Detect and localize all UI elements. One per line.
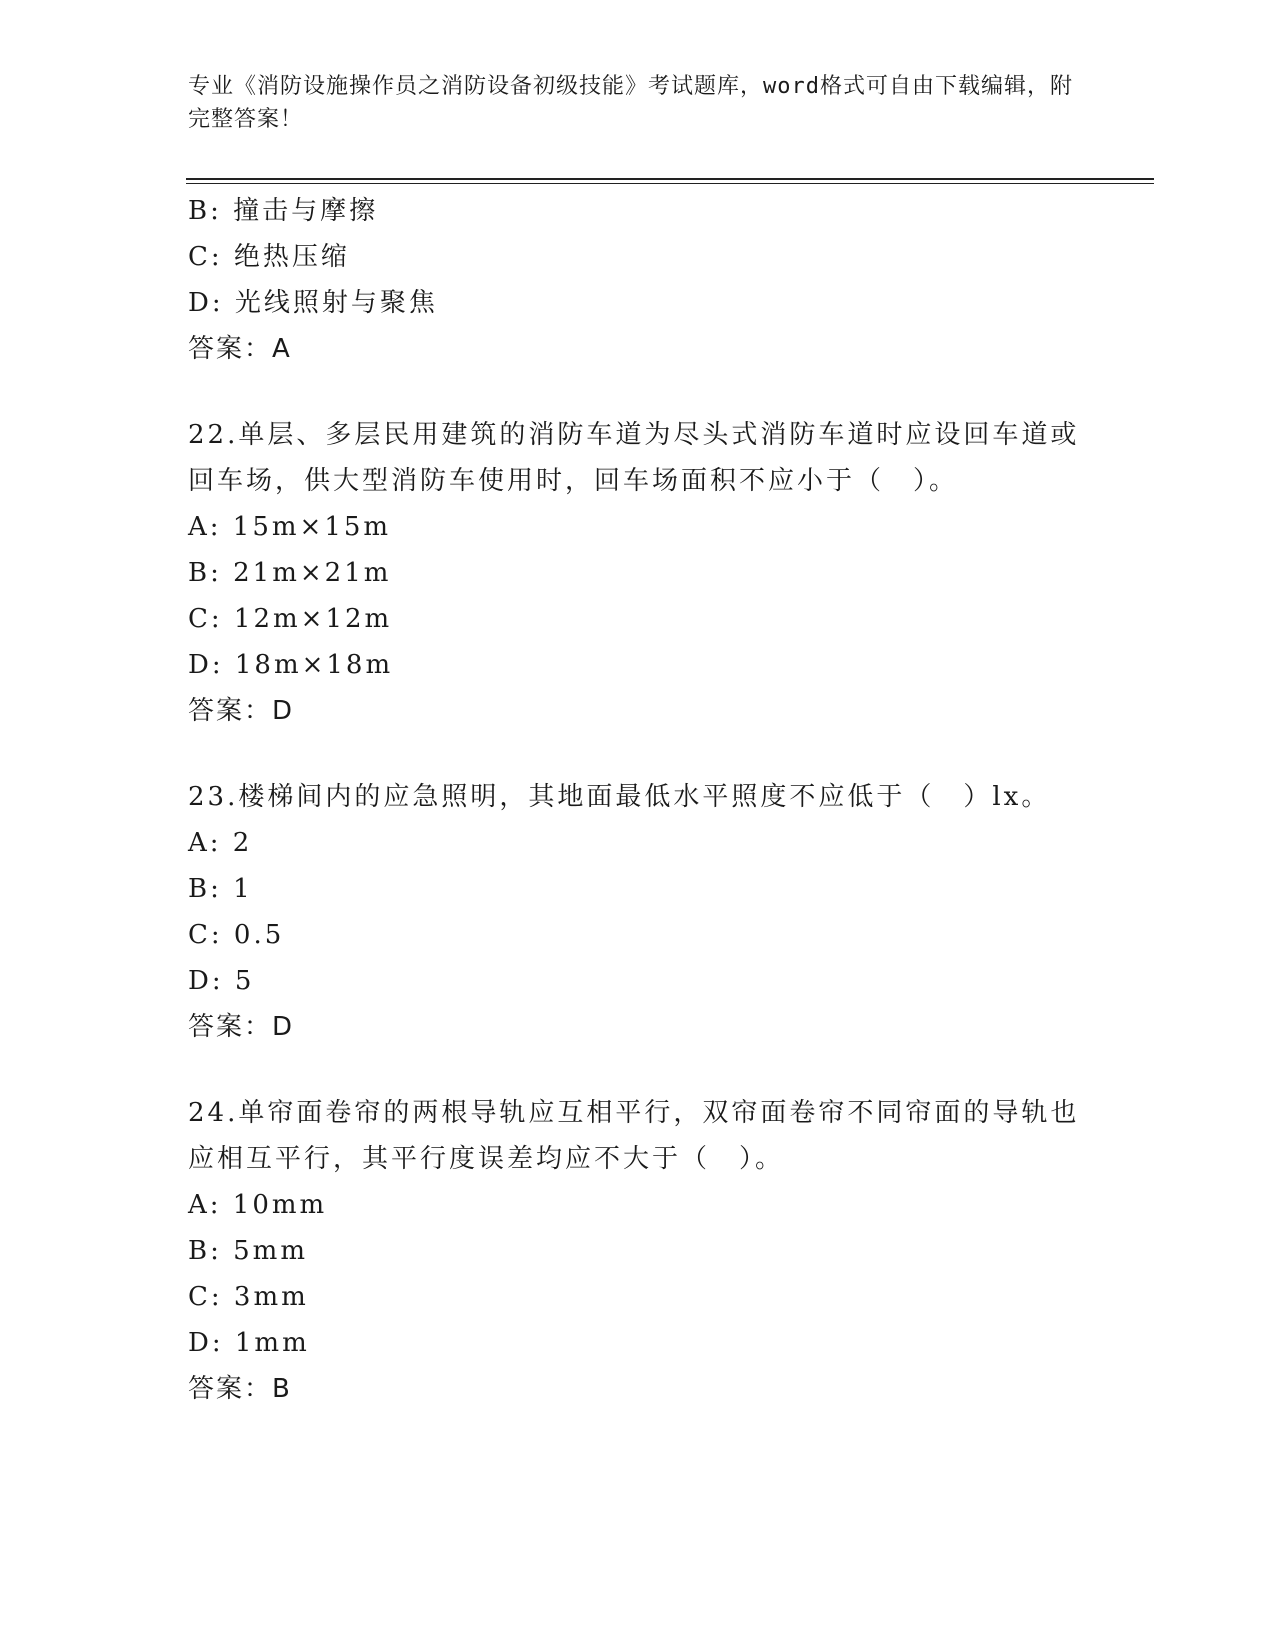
option-c: C: 0.5 (188, 920, 285, 950)
question-23 (188, 774, 1088, 1050)
option-a: A: 2 (188, 828, 253, 858)
answer-line: 答案：D (188, 1012, 295, 1042)
option-b: B: 撞击与摩擦 (188, 196, 379, 226)
answer-line: 答案：A (188, 334, 292, 364)
question-text-line: 24.单帘面卷帘的两根导轨应互相平行，双帘面卷帘不同帘面的导轨也 (188, 1098, 1080, 1128)
option-b: B: 21m×21m (188, 558, 392, 588)
option-d: D: 1mm (188, 1328, 310, 1358)
question-text-line: 回车场，供大型消防车使用时，回车场面积不应小于（ ）。 (188, 466, 959, 496)
option-c: C: 绝热压缩 (188, 242, 350, 272)
header-rule-thick (186, 178, 1154, 180)
option-d: D: 5 (188, 966, 255, 996)
question-22 (188, 412, 1088, 734)
question-text-line: 23.楼梯间内的应急照明，其地面最低水平照度不应低于（ ）lx。 (188, 782, 1051, 812)
option-b: B: 1 (188, 874, 253, 904)
option-c: C: 3mm (188, 1282, 309, 1312)
answer-line: 答案：B (188, 1374, 292, 1404)
option-c: C: 12m×12m (188, 604, 393, 634)
document-body (188, 188, 1088, 1412)
question-24 (188, 1090, 1088, 1412)
partial-question (188, 188, 1088, 372)
option-a: A: 15m×15m (188, 512, 392, 542)
option-d: D: 18m×18m (188, 650, 394, 680)
header-rule-thin (186, 183, 1154, 184)
question-text-line: 22.单层、多层民用建筑的消防车道为尽头式消防车道时应设回车道或 (188, 420, 1080, 450)
answer-line: 答案：D (188, 696, 295, 726)
option-d: D: 光线照射与聚焦 (188, 288, 438, 318)
option-b: B: 5mm (188, 1236, 308, 1266)
question-text-line: 应相互平行，其平行度误差均应不大于（ ）。 (188, 1144, 785, 1174)
page-header: 专业《消防设施操作员之消防设备初级技能》考试题库，word格式可自由下载编辑，附完整答案！ (188, 74, 1073, 132)
option-a: A: 10mm (188, 1190, 328, 1220)
